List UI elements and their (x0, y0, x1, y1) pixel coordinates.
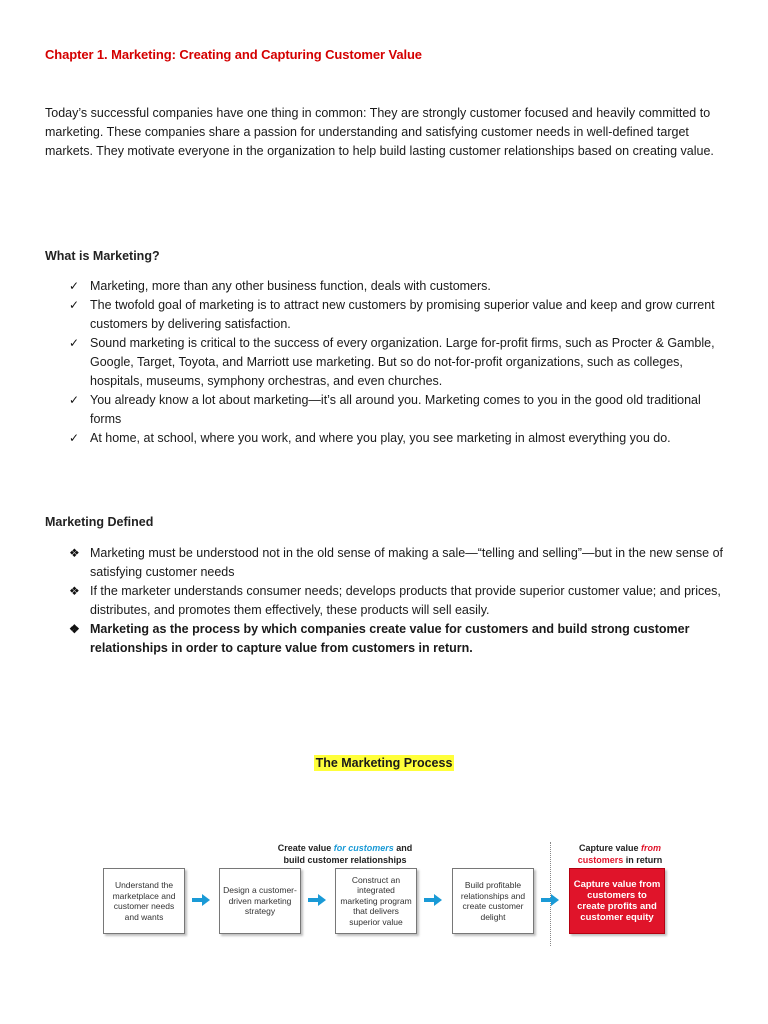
list-item: ❖ Marketing as the process by which companies create value for customers and build strong customer relationships in order to capture value from customers in return. (69, 622, 690, 655)
check-icon: ✓ (69, 279, 80, 293)
list-item: ✓ Sound marketing is critical to the success of every organization. Large for-profit firms, such as Procter & Gamble, Google, Target, Toyota, and Marriott use marketing. But so do not-for-profit organizations, such as colleges, hospitals, museums, symphony orchestras, and even churches. (69, 336, 715, 388)
list-item: ❖ Marketing must be understood not in the old sense of making a sale—“telling and selling”—but in the new sense of satisfying customer needs (69, 546, 724, 579)
diamond-bullet-icon: ❖ (69, 584, 80, 598)
step-construct-box: Construct an integrated marketing program that delivers superior value (335, 868, 417, 934)
arrow-right-icon (307, 892, 327, 908)
check-icon: ✓ (69, 336, 80, 350)
arrow-right-icon (191, 892, 211, 908)
capture-value-label: Capture value from customers in return (577, 843, 663, 865)
process-title: The Marketing Process (315, 756, 453, 770)
arrow-right-icon (423, 892, 443, 908)
step-build-box: Build profitable relationships and create customer delight (452, 868, 534, 934)
create-value-label: Create value for customers and build customer relationships (277, 843, 413, 865)
marketing-process-diagram (95, 836, 685, 946)
diamond-bullet-icon: ❖ (69, 622, 80, 636)
check-icon: ✓ (69, 298, 80, 312)
what-is-marketing-list (45, 277, 735, 448)
list-item: ✓ At home, at school, where you work, and where you play, you see marketing in almost everything you do. (45, 429, 735, 448)
list-item: ✓ Marketing, more than any other business function, deals with customers. (45, 277, 735, 296)
step-design-box: Design a customer-driven marketing strategy (219, 868, 301, 934)
arrow-right-icon (540, 892, 560, 908)
chapter-title: Chapter 1. Marketing: Creating and Capturing Customer Value (45, 47, 422, 62)
check-icon: ✓ (69, 431, 80, 445)
step-understand-box: Understand the marketplace and customer needs and wants (103, 868, 185, 934)
list-item: ✓ You already know a lot about marketing—it’s all around you. Marketing comes to you in the good old traditional forms (69, 393, 701, 426)
what-is-marketing-heading: What is Marketing? (45, 249, 160, 263)
list-item: ✓ The twofold goal of marketing is to attract new customers by promising superior value and keep and grow current customers by delivering satisfaction. (69, 298, 715, 331)
diamond-bullet-icon: ❖ (69, 546, 80, 560)
marketing-defined-heading: Marketing Defined (45, 515, 154, 529)
intro-paragraph: Today’s successful companies have one thing in common: They are strongly customer focused and heavily committed to marketing. These companies share a passion for understanding and satisfying customer needs in well-defined target markets. They motivate everyone in the organization to help build lasting customer relationships based on creating value. (45, 106, 714, 158)
list-item: ❖ If the marketer understands consumer needs; develops products that provide superior customer value; and prices, distributes, and promotes them effectively, these products will sell easily. (69, 584, 721, 617)
marketing-defined-list (45, 544, 735, 658)
step-capture-box: Capture value from customers to create profits and customer equity (569, 868, 665, 934)
check-icon: ✓ (69, 393, 80, 407)
